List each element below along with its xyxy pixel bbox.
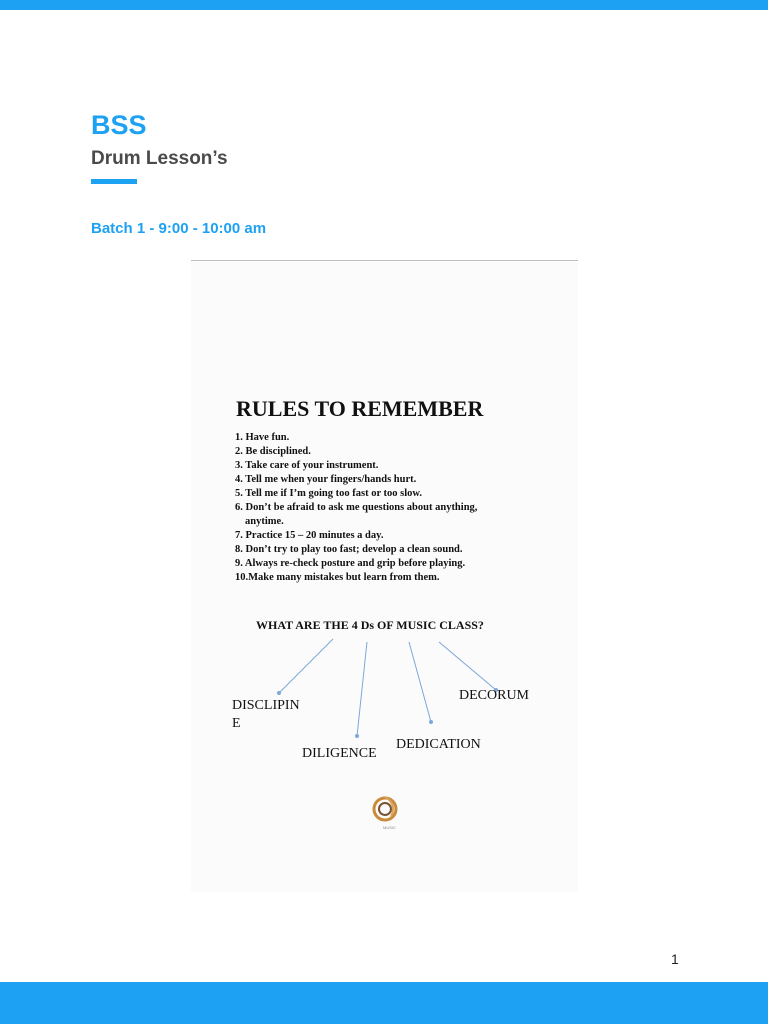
- rule-item: 10.Make many mistakes but learn from them.: [235, 572, 440, 583]
- word-discipline: DISCLIPIN E: [232, 698, 300, 731]
- rule-item: 1. Have fun.: [235, 432, 290, 443]
- rules-title: RULES TO REMEMBER: [236, 396, 484, 421]
- word-decorum: DECORUM: [459, 688, 530, 703]
- divider: [191, 260, 578, 261]
- rule-item: 8. Don’t try to play too fast; develop a clean sound.: [235, 544, 463, 555]
- top-accent-bar: [0, 0, 768, 10]
- batch-heading: Batch 1 - 9:00 - 10:00 am: [91, 220, 267, 237]
- bottom-accent-bar: [0, 982, 768, 1024]
- brand-title: BSS: [91, 110, 147, 140]
- word-dedication: DEDICATION: [396, 737, 481, 752]
- scanned-image: [191, 262, 578, 892]
- rule-item: 4. Tell me when your fingers/hands hurt.: [235, 474, 417, 485]
- word-diligence: DILIGENCE: [302, 746, 377, 761]
- rule-item: 2. Be disciplined.: [235, 446, 311, 457]
- rule-item: 9. Always re-check posture and grip before playing.: [235, 558, 466, 569]
- arrow-to-diligence: [357, 642, 367, 736]
- arrow-to-discipline: [279, 639, 333, 693]
- question-heading: WHAT ARE THE 4 Ds OF MUSIC CLASS?: [256, 618, 484, 632]
- page-number: 1: [671, 951, 679, 967]
- music-logo: [369, 793, 403, 833]
- arrow-to-decorum: [439, 642, 496, 690]
- rule-item: 3. Take care of your instrument.: [235, 460, 379, 471]
- rule-item: 6. Don’t be afraid to ask me questions about anything,: [235, 502, 478, 513]
- page-subtitle: Drum Lesson’s: [91, 148, 228, 169]
- rule-item: 5. Tell me if I’m going too fast or too slow.: [235, 488, 423, 499]
- arrow-to-dedication: [409, 642, 431, 722]
- logo-text: MUSIC: [383, 825, 396, 830]
- rule-item-continued: anytime.: [245, 516, 284, 527]
- title-underline: [91, 179, 137, 184]
- rule-item: 7. Practice 15 – 20 minutes a day.: [235, 530, 384, 541]
